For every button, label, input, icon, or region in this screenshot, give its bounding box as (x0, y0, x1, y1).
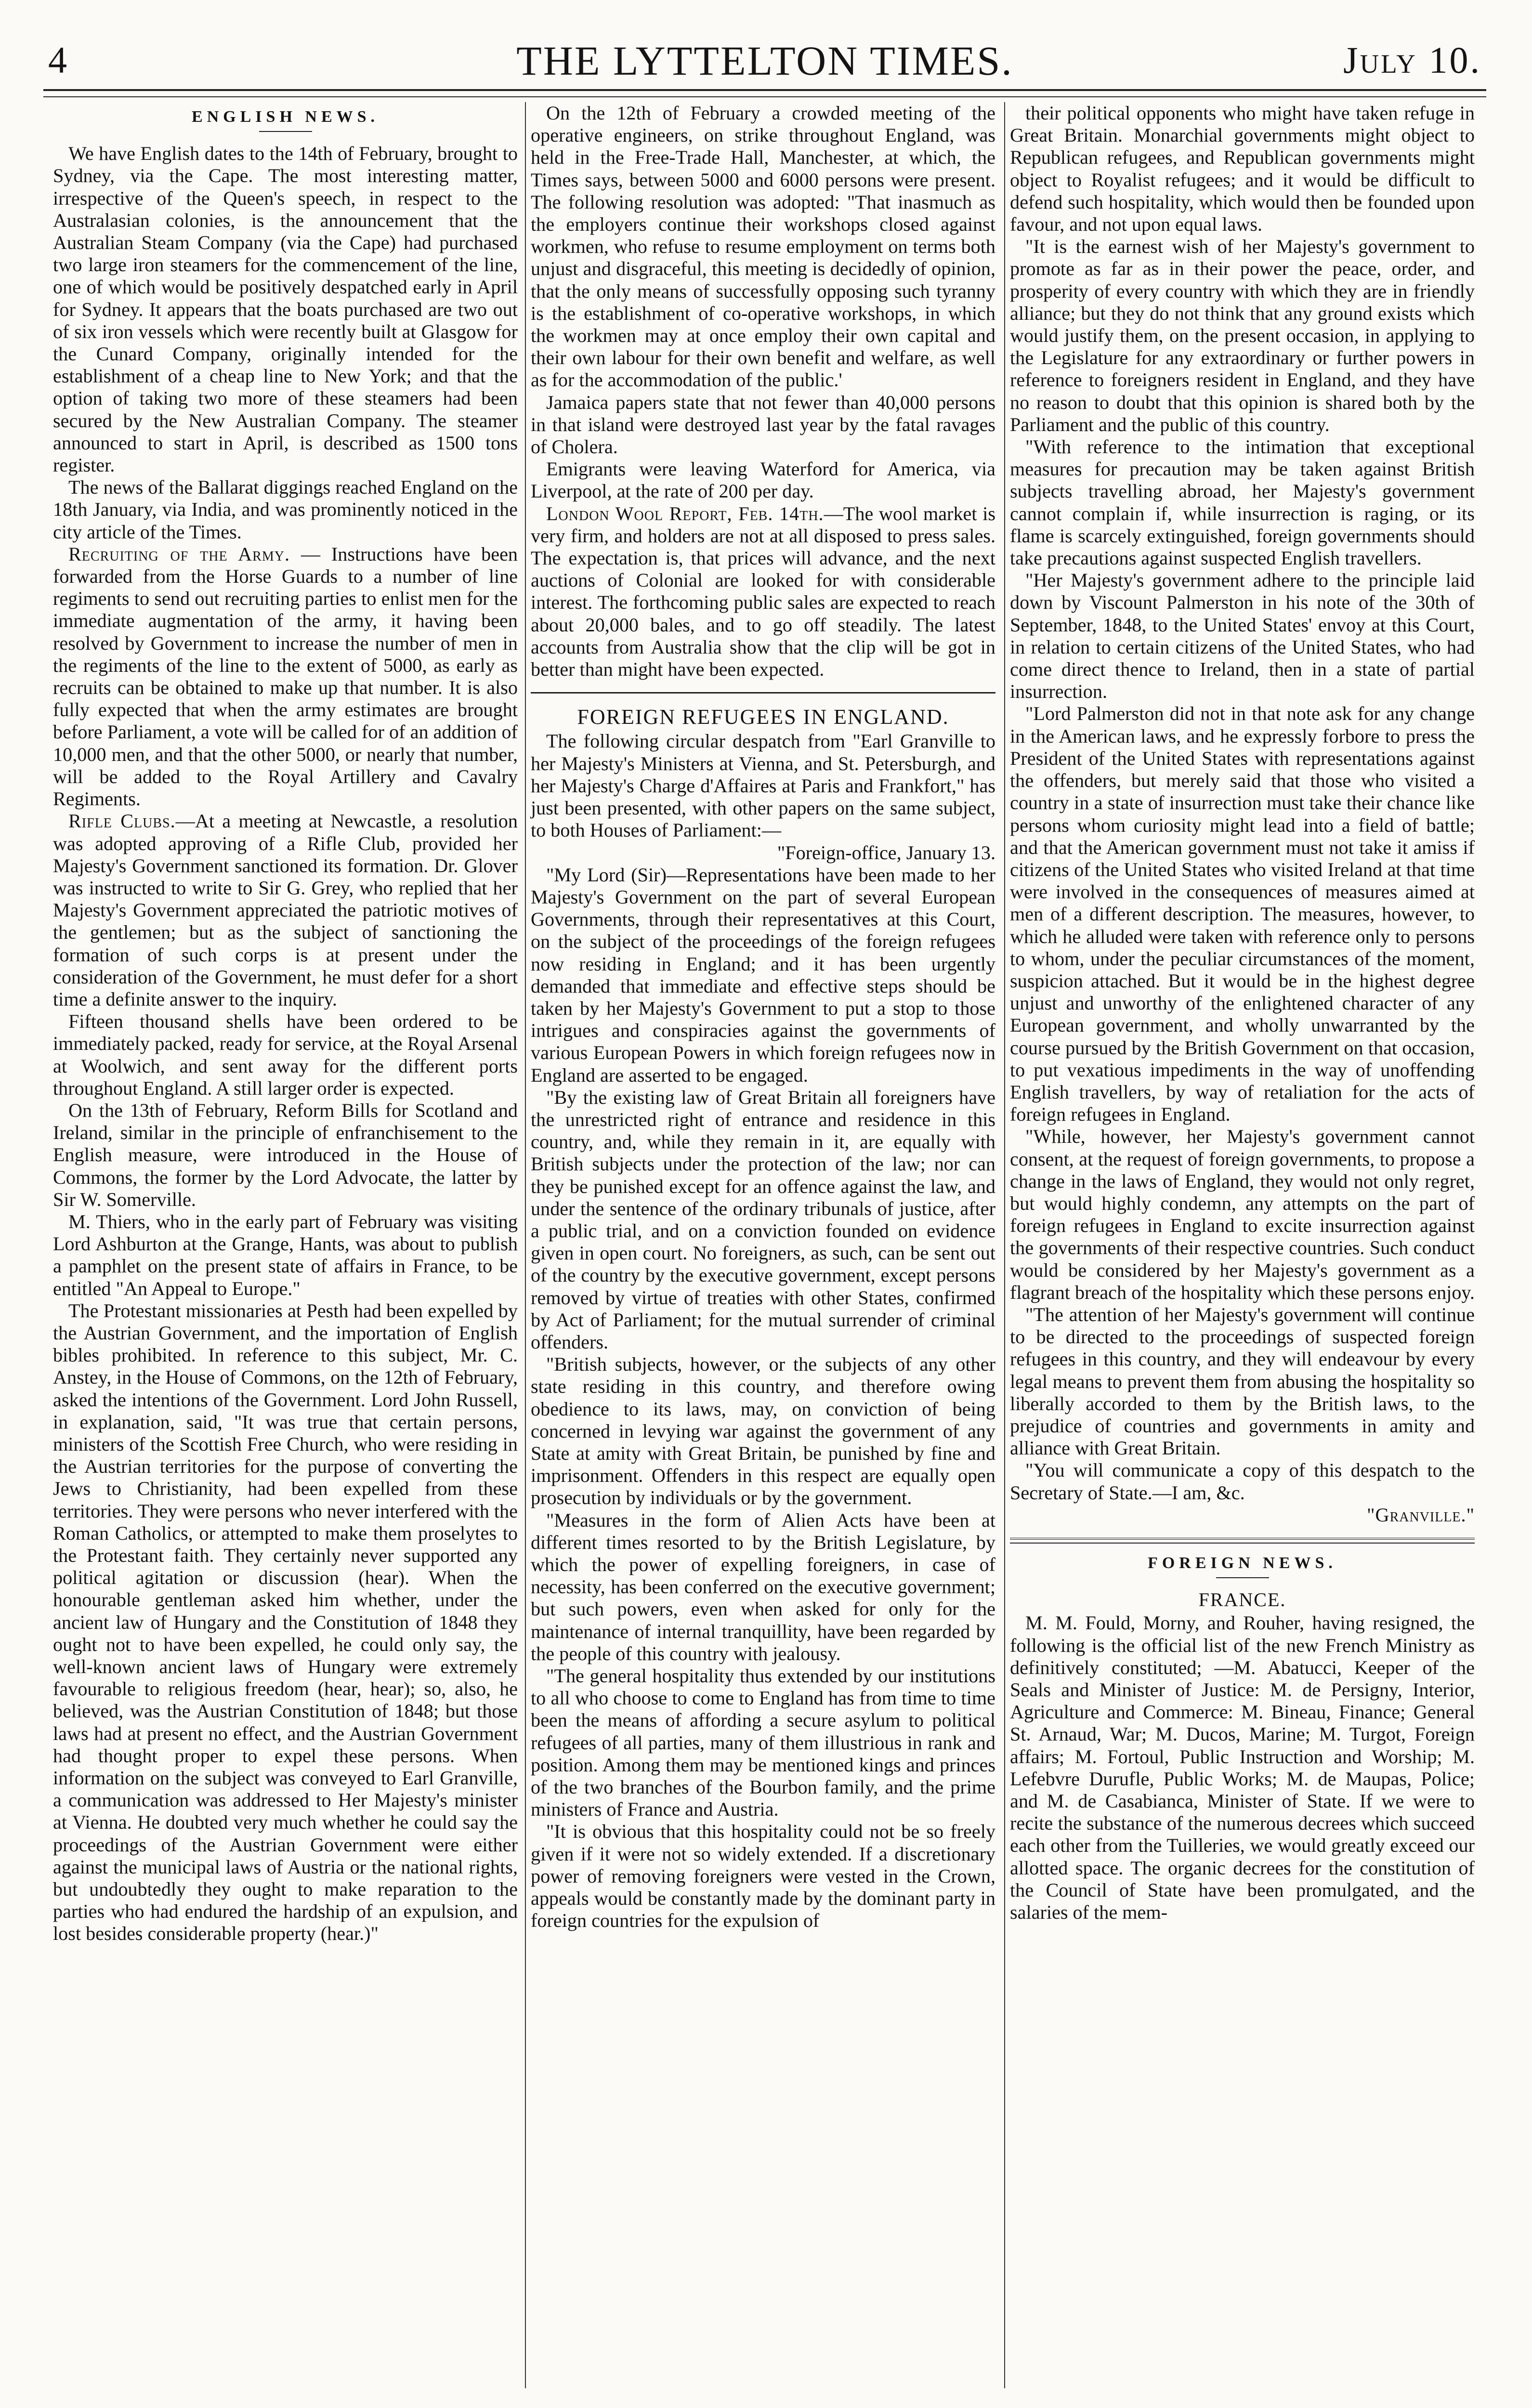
article-paragraph: "The general hospitality thus extended by our institutions to all who choose to come to England has from time to time been the means of affording a secure asylum to political refugees of all parties, many of them illustrious in rank and position. Among them may be mentioned kings and princes of the two branches of the Bourbon family, and the prime ministers of France and Austria. (531, 1665, 995, 1820)
article-paragraph: "You will communicate a copy of this despatch to the Secretary of State.—I am, &c. (1010, 1459, 1475, 1504)
article-paragraph (53, 543, 518, 810)
article-paragraph: The news of the Ballarat diggings reached England on the 18th January, via India, and was prominently noticed in the city article of the Times. (53, 476, 518, 543)
dateline: "Foreign-office, January 13. (777, 841, 995, 864)
article-separator (1010, 1538, 1475, 1544)
article-paragraph: On the 12th of February a crowded meeting of the operative engineers, on strike throughout England, was held in the Free-Trade Hall, Manchester, at which, the Times says, between 5000 and 6000 persons were present. The following resolution was adopted: "That inasmuch as the employers continue their workshops closed against workmen, who refuse to resume employment on terms both unjust and disgraceful, this meeting is decidedly of opinion, that the only means of successfully opposing such tyranny is the establishment of co-operative workshops, in which the workmen may at once employ their own capital and their own labour for their own benefit and welfare, as well as for the accommodation of the public.' (531, 102, 995, 391)
signature: "Granville." (1367, 1504, 1475, 1526)
article-paragraph: "Measures in the form of Alien Acts have been at different times resorted to by the British Legislature, by which the power of expelling foreigners, in case of necessity, has been conferred on the executive government; but such powers, even when asked for only for the maintenance of internal tranquillity, have been regarded by the people of this country with jealousy. (531, 1509, 995, 1664)
article-separator (531, 692, 995, 694)
article-paragraph: M. M. Fould, Morny, and Rouher, having resigned, the following is the official list of the new French Ministry as definitively constituted; —M. Abatucci, Keeper of the Seals and Minister of Justice: M. de Persigny, Interior, Agriculture and Commerce: M. Bineau, Finance; General St. Arnaud, War; M. Ducos, Marine; M. Turgot, Foreign affairs; M. Fortoul, Public Instruction and Worship; M. Lefebvre Durufle, Public Works; M. de Maupas, Police; and M. de Casabianca, Minister of State. If we were to recite the substance of the numerous decrees which succeed each other from the Tuilleries, we would greatly exceed our allotted space. The organic decrees for the constitution of the Council of State have been promulgated, and the salaries of the mem- (1010, 1612, 1475, 1924)
subheading-france: FRANCE. (1198, 1589, 1286, 1611)
article-paragraph: M. Thiers, who in the early part of February was visiting Lord Ashburton at the Grange, Hants, was about to publish a pamphlet on the present state of affairs in France, to be entitled "An Appeal to Europe." (53, 1210, 518, 1299)
article-paragraph: "Lord Palmerston did not in that note ask for any change in the American laws, and he expressly forbore to press the President of the United States with representations against the offenders, but merely said that those who visited a country in a state of insurrection must take their chance like persons whom curiosity might lead into a field of battle; and that the American government must not take it amiss if citizens of the United States who visited Ireland at that time were involved in the consequences of measures aimed at men of a different description. The measures, however, to which he alluded were taken with reference only to persons to whom, under the peculiar circumstances of the moment, suspicion attached. But it would be in the highest degree unjust and unworthy of the enlightened character of any European government, and wholly unwarranted by the course pursued by the British Government on that occasion, to put vexatious impediments in the way of unoffending English travellers, by way of retaliation for the acts of foreign refugees in England. (1010, 703, 1475, 1125)
newspaper-title: THE LYTTELTON TIMES. (516, 38, 1013, 84)
page-number: 4 (48, 39, 67, 81)
section-heading-english-news: ENGLISH NEWS. (191, 108, 380, 126)
article-paragraph: "It is the earnest wish of her Majesty's government to promote as far as in their power the peace, order, and prosperity of every country with which they are in friendly alliance; but they do not think that any ground exists which would justify them, on the present occasion, in applying to the Legislature for any extraordinary or further powers in reference to foreigners resident in England, and they have no reason to doubt that this opinion is shared both by the Parliament and the public of this country. (1010, 236, 1475, 435)
masthead-rule-bottom (43, 96, 1486, 97)
article-paragraph: "With reference to the intimation that exceptional measures for precaution may be taken against British subjects travelling abroad, her Majesty's government cannot complain if, while insurrection is raging, or its flame is scarcely extinguished, foreign governments should take precautions against suspected English travellers. (1010, 436, 1475, 569)
article-paragraph (531, 503, 995, 681)
section-heading-foreign-refugees: FOREIGN REFUGEES IN ENGLAND. (577, 705, 949, 729)
heading-rule (259, 131, 312, 132)
section-heading-foreign-news: FOREIGN NEWS. (1148, 1554, 1337, 1572)
column-3 (1010, 102, 1475, 1924)
article-paragraph: Emigrants were leaving Waterford for America, via Liverpool, at the rate of 200 per day. (531, 458, 995, 502)
article-paragraph: "Her Majesty's government adhere to the principle laid down by Viscount Palmerston in his note of the 30th of September, 1848, to the United States' envoy at this Court, in relation to certain citizens of the United States, who had come direct thence to Ireland, then in a state of partial insurrection. (1010, 569, 1475, 703)
paragraph-lead: London Wool Report, Feb. 14th. (546, 502, 824, 524)
article-paragraph: The following circular despatch from "Earl Granville to her Majesty's Ministers at Vienna, and St. Petersburgh, and her Majesty's Charge d'Affaires at Paris and Frankfort," has just been presented, with other papers on the same subject, to both Houses of Parliament:— (531, 730, 995, 841)
article-paragraph: On the 13th of February, Reform Bills for Scotland and Ireland, similar in the principle of enfranchisement to the English measure, were introduced in the House of Commons, the former by the Lord Advocate, the latter by Sir W. Somerville. (53, 1099, 518, 1210)
article-paragraph: Fifteen thousand shells have been ordered to be immediately packed, ready for service, at the Royal Arsenal at Woolwich, and sent away for the different ports throughout England. A still larger order is expected. (53, 1010, 518, 1099)
column-divider (1004, 102, 1005, 2388)
article-paragraph: their political opponents who might have taken refuge in Great Britain. Monarchial governments might object to Republican refugees, and Republican governments might object to Royalist refugees; and it would be difficult to defend such hospitality, which would then be founded upon favour, and not upon equal laws. (1010, 102, 1475, 236)
article-paragraph: Jamaica papers state that not fewer than 40,000 persons in that island were destroyed last year by the fatal ravages of Cholera. (531, 391, 995, 458)
column-1 (53, 102, 518, 1945)
masthead-rule-top (43, 89, 1486, 91)
column-divider (525, 102, 526, 2388)
column-2 (531, 102, 995, 1932)
paragraph-body: — Instructions have been forwarded from the Horse Guards to a number of line regiments to send out recruiting parties to enlist men for the immediate augmentation of the army, it having been resolved by Government to increase the number of men in the regiments of the line to the extent of 5000, as early as recruits can be obtained to make up that number. It is also fully expected that when the army estimates are brought before Parliament, a vote will be called for of an addition of 10,000 men, and that the other 5000, or nearly that number, will be added to the Royal Artillery and Cavalry Regiments. (53, 543, 518, 810)
paragraph-body: —The wool market is very firm, and holders are not at all disposed to press sales. The expectation is, that prices will advance, and the next auctions of Colonial are looked for with considerable interest. The forthcoming public sales are expected to reach about 20,000 bales, and to go off steadily. The latest accounts from Australia show that the clip will be got in better than might have been expected. (531, 502, 995, 681)
article-paragraph: We have English dates to the 14th of February, brought to Sydney, via the Cape. The most interesting matter, irrespective of the Queen's speech, in respect to the Australasian colonies, is the announcement that the Australian Steam Company (via the Cape) had purchased two large iron steamers for the commencement of the line, one of which would be positively despatched early in April for Sydney. It appears that the boats purchased are two out of six iron vessels which were recently built at Glasgow for the Cunard Company, originally intended for the establishment of a cheap line to New York; and that the option of taking two more of these steamers had been secured by the New Australian Company. The steamer announced to start in April, is described as 1500 tons register. (53, 143, 518, 476)
paragraph-lead: Rifle Clubs. (68, 810, 176, 832)
issue-date: July 10. (1343, 39, 1481, 81)
article-paragraph: "It is obvious that this hospitality could not be so freely given if it were not so widely extended. If a discretionary power of removing foreigners were vested in the Crown, appeals would be constantly made by the dominant party in foreign countries for the expulsion of (531, 1820, 995, 1932)
heading-rule (1216, 1577, 1269, 1578)
paragraph-lead: Recruiting of the Army. (68, 543, 290, 565)
masthead (43, 34, 1486, 92)
article-paragraph: "My Lord (Sir)—Representations have been made to her Majesty's Government on the part of several European Governments, through their representatives at this Court, on the subject of the proceedings of the foreign refugees now residing in England; and it has been urgently demanded that immediate and effective steps should be taken by her Majesty's Government to put a stop to those intrigues and conspiracies against the governments of various European Powers in which foreign refugees now in England are asserted to be engaged. (531, 864, 995, 1086)
article-paragraph: "British subjects, however, or the subjects of any other state residing in this country, and therefore owing obedience to its laws, may, on conviction of being concerned in levying war against the government of any State at amity with Great Britain, be punished by fine and imprisonment. Offenders in this respect are equally open prosecution by individuals or by the government. (531, 1353, 995, 1509)
article-paragraph: The Protestant missionaries at Pesth had been expelled by the Austrian Government, and the importation of English bibles prohibited. In reference to this subject, Mr. C. Anstey, in the House of Commons, on the 12th of February, asked the intentions of the Government. Lord John Russell, in explanation, said, "It was true that certain persons, ministers of the Scottish Free Church, who were residing in the Austrian territories for the purpose of converting the Jews to Christianity, had been expelled from these territories. They were persons who never interfered with the Roman Catholics, or attempted to make them proselytes to the Protestant faith. They certainly never supported any political agitation or discussion (hear). When the honourable gentleman asked him whether, under the ancient law of Hungary and the Constitution of 1848 they ought not to have been expelled, he could only say, the well-known ancient laws of Hungary were extremely favourable to religious freedom (hear, hear); so, also, he believed, was the Austrian Constitution of 1848; but those laws had at present no effect, and the Austrian Government had thought proper to expel these persons. When information on the subject was conveyed to Earl Granville, a communication was addressed to Her Majesty's minister at Vienna. He doubted very much whether he could say the proceedings of the Austrian Government were either against the municipal laws of Austria or the national rights, but undoubtedly they ought to make reparation to the parties who had endured the hardship of an expulsion, and lost besides considerable property (hear.)" (53, 1299, 518, 1945)
article-paragraph: "The attention of her Majesty's government will continue to be directed to the proceedings of suspected foreign refugees in this country, and they will endeavour by every legal means to prevent them from abusing the hospitality so liberally accorded to them by the British laws, to the prejudice of countries and governments in amity and alliance with Great Britain. (1010, 1303, 1475, 1459)
paragraph-body: —At a meeting at Newcastle, a resolution was adopted approving of a Rifle Club, provided her Majesty's Government sanctioned its formation. Dr. Glover was instructed to write to Sir G. Grey, who replied that her Majesty's Government appreciated the patriotic motives of the gentlemen; but as the subject of sanctioning the formation of such corps is at present under the consideration of the Government, he must defer for a short time a definite answer to the inquiry. (53, 810, 518, 1010)
article-paragraph: "By the existing law of Great Britain all foreigners have the unrestricted right of entrance and residence in this country, and, while they remain in it, are equally with British subjects under the protection of the law; nor can they be punished except for an offence against the law, and under the sentence of the ordinary tribunals of justice, after a public trial, and on a conviction founded on evidence given in open court. No foreigners, as such, can be sent out of the country by the executive government, except persons removed by virtue of treaties with other States, confirmed by Act of Parliament; for the mutual surrender of criminal offenders. (531, 1086, 995, 1353)
article-paragraph: "While, however, her Majesty's government cannot consent, at the request of foreign governments, to propose a change in the laws of England, they would not only regret, but would highly condemn, any attempts on the part of foreign refugees in England to excite insurrection against the governments of their respective countries. Such conduct would be considered by her Majesty's government as a flagrant breach of the hospitality which these persons enjoy. (1010, 1125, 1475, 1303)
article-paragraph (53, 810, 518, 1010)
